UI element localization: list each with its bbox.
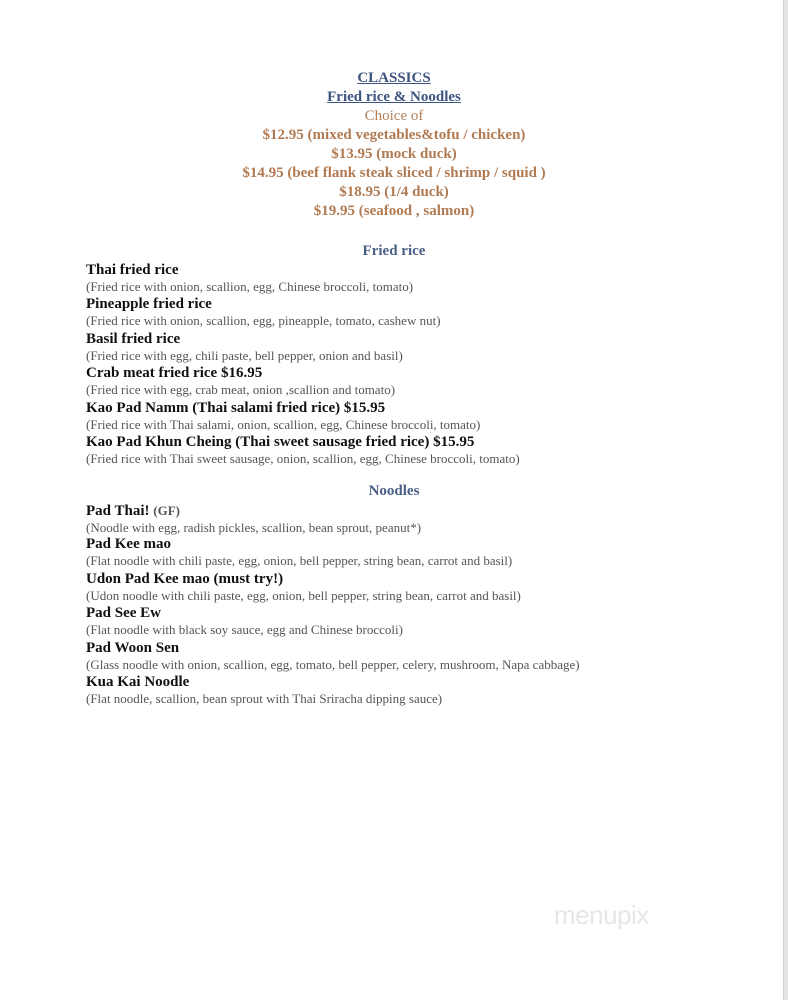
menu-item: [86, 674, 766, 708]
menu-header: [0, 69, 788, 221]
menu-item-title: Kua Kai Noodle: [86, 673, 190, 690]
menu-item-title: Pad Kee mao: [86, 536, 171, 553]
price-line: $18.95 (1/4 duck): [339, 184, 449, 200]
menu-item-name: [86, 434, 766, 451]
menu-item-name: [86, 365, 766, 382]
menu-item-title: Crab meat fried rice $16.95: [86, 365, 263, 382]
menu-item: [86, 331, 766, 365]
menu-item: [86, 605, 766, 639]
classics-title: CLASSICS: [357, 70, 431, 86]
noodles-list: [86, 502, 766, 708]
menu-item-name: [86, 536, 766, 553]
menu-item-title: Basil fried rice: [86, 330, 181, 347]
fried-rice-list: [86, 262, 766, 468]
menu-item-name: [86, 296, 766, 313]
menu-item: [86, 365, 766, 399]
menu-item-description: (Flat noodle with black soy sauce, egg and Chinese broccoli): [86, 622, 403, 638]
menu-item-title: Udon Pad Kee mao (must try!): [86, 570, 284, 587]
menu-item-title: Pad Thai!: [86, 503, 150, 519]
menu-item-title: Kao Pad Khun Cheing (Thai sweet sausage fried rice) $15.95: [86, 433, 475, 450]
menu-item-description: (Fried rice with Thai salami, onion, scallion, egg, Chinese broccoli, tomato): [86, 416, 481, 432]
menu-item: [86, 434, 766, 468]
menu-item-description: (Udon noodle with chili paste, egg, onion, bell pepper, string bean, carrot and basil): [86, 587, 521, 603]
menu-item-name: [86, 674, 766, 691]
menu-item-title: Pad See Ew: [86, 605, 161, 622]
menu-item-tag: (GF): [153, 503, 180, 518]
price-line: $14.95 (beef flank steak sliced / shrimp / squid ): [242, 165, 546, 181]
menu-item-name: [86, 331, 766, 348]
menu-item: [86, 536, 766, 570]
price-line: $12.95 (mixed vegetables&tofu / chicken): [262, 127, 526, 143]
price-line: $19.95 (seafood , salmon): [313, 203, 475, 219]
noodles-section-title: Noodles: [368, 483, 420, 499]
menu-item-title: Pineapple fried rice: [86, 296, 212, 313]
fried-rice-section-title: Fried rice: [362, 243, 426, 259]
menu-item: [86, 571, 766, 605]
menu-item-description: (Glass noodle with onion, scallion, egg, tomato, bell pepper, celery, mushroom, Napa cabbage): [86, 656, 580, 672]
menu-item: [86, 296, 766, 330]
choice-label: Choice of: [364, 108, 424, 124]
menu-item-description: (Fried rice with onion, scallion, egg, pineapple, tomato, cashew nut): [86, 313, 441, 329]
menupix-watermark-logo: menupix: [554, 900, 649, 930]
classics-subtitle: Fried rice & Noodles: [327, 89, 461, 105]
menu-item: [86, 262, 766, 296]
menu-item-name: [86, 640, 766, 657]
menu-item: [86, 640, 766, 674]
menu-item: [86, 502, 766, 536]
menu-item-description: (Fried rice with Thai sweet sausage, onion, scallion, egg, Chinese broccoli, tomato): [86, 450, 520, 466]
menu-item-name: [86, 502, 766, 520]
menu-item-title: Kao Pad Namm (Thai salami fried rice) $15.95: [86, 399, 386, 416]
menu-item-title: Thai fried rice: [86, 262, 179, 278]
price-line: $13.95 (mock duck): [331, 146, 457, 162]
menu-item-name: [86, 262, 766, 279]
menu-item-description: (Flat noodle with chili paste, egg, onion, bell pepper, string bean, carrot and basil): [86, 553, 513, 569]
menu-item: [86, 400, 766, 434]
menu-item-description: (Flat noodle, scallion, bean sprout with Thai Sriracha dipping sauce): [86, 690, 443, 706]
menu-item-title: Pad Woon Sen: [86, 639, 180, 656]
menu-item-description: (Fried rice with onion, scallion, egg, Chinese broccoli, tomato): [86, 279, 414, 294]
menu-item-description: (Noodle with egg, radish pickles, scallion, bean sprout, peanut*): [86, 520, 422, 535]
menu-item-name: [86, 571, 766, 588]
menu-item-name: [86, 400, 766, 417]
menu-item-name: [86, 605, 766, 622]
menu-item-description: (Fried rice with egg, chili paste, bell pepper, onion and basil): [86, 347, 403, 363]
menu-item-description: (Fried rice with egg, crab meat, onion ,scallion and tomato): [86, 382, 396, 398]
